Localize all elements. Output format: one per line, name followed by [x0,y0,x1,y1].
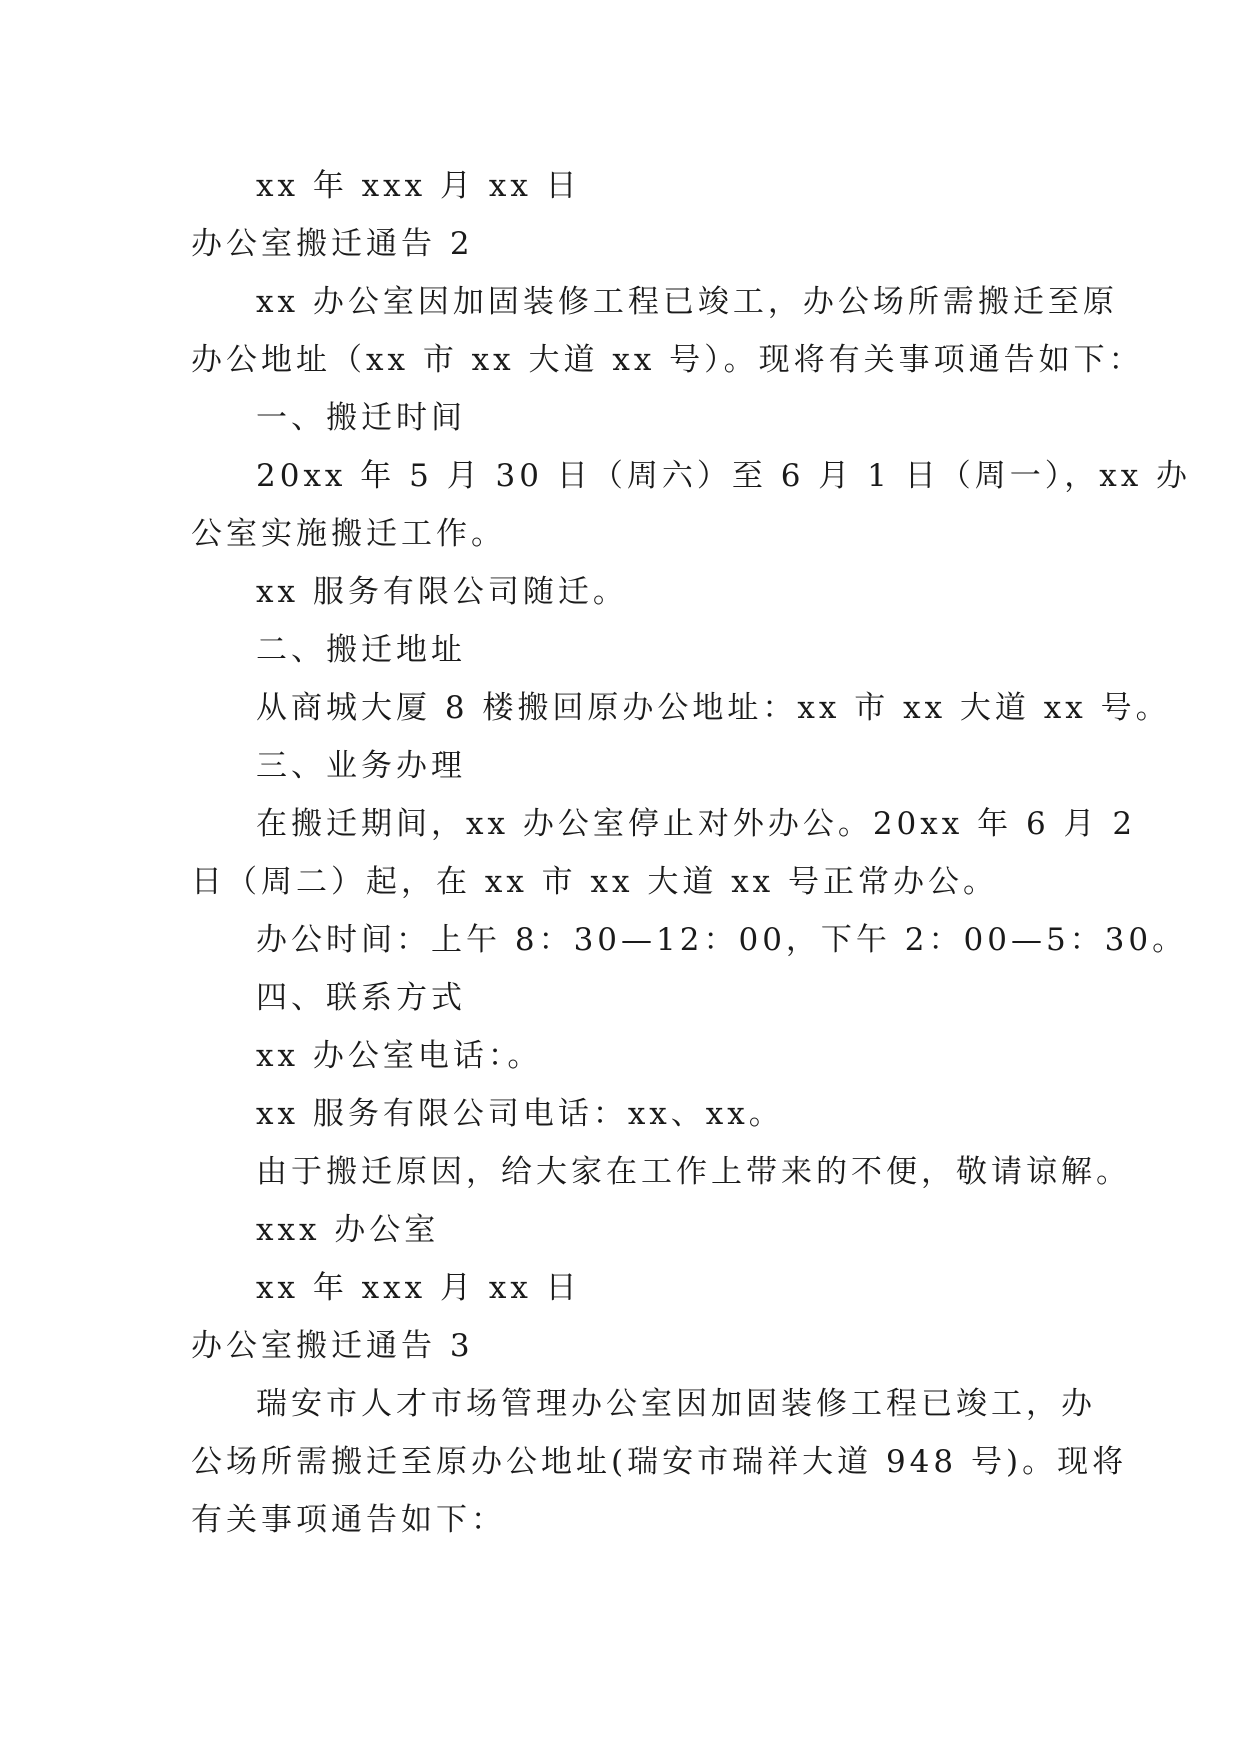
paragraph-line: xx 服务有限公司电话：xx、xx。 [256,1096,784,1132]
section-heading-time: 一、搬迁时间 [256,400,466,436]
paragraph-line: 瑞安市人才市场管理办公室因加固装修工程已竣工，办 [256,1386,1096,1422]
paragraph-line: 日（周二）起，在 xx 市 xx 大道 xx 号正常办公。 [191,864,999,900]
notice-title-3: 办公室搬迁通告 3 [191,1328,474,1364]
paragraph-line: 有关事项通告如下： [191,1502,506,1538]
section-heading-address: 二、搬迁地址 [256,632,466,668]
paragraph-line: 20xx 年 5 月 30 日（周六）至 6 月 1 日（周一），xx 办 [256,458,1192,494]
paragraph-line: 由于搬迁原因，给大家在工作上带来的不便，敬请谅解。 [256,1154,1131,1190]
date-line: xx 年 xxx 月 xx 日 [256,168,581,204]
date-line: xx 年 xxx 月 xx 日 [256,1270,581,1306]
signature-line: xxx 办公室 [256,1212,440,1248]
paragraph-line: 办公时间：上午 8：30—12：00，下午 2：00—5：30。 [256,922,1188,958]
section-heading-contact: 四、联系方式 [256,980,466,1016]
paragraph-line: 公场所需搬迁至原办公地址(瑞安市瑞祥大道 948 号)。现将 [191,1444,1128,1480]
paragraph-line: 公室实施搬迁工作。 [191,516,506,552]
paragraph-line: xx 服务有限公司随迁。 [256,574,628,610]
notice-title-2: 办公室搬迁通告 2 [191,226,474,262]
paragraph-line: 在搬迁期间，xx 办公室停止对外办公。20xx 年 6 月 2 [256,806,1137,842]
section-heading-business: 三、业务办理 [256,748,466,784]
paragraph-line: xx 办公室因加固装修工程已竣工，办公场所需搬迁至原 [256,284,1118,320]
paragraph-line: xx 办公室电话：。 [256,1038,543,1074]
paragraph-line: 办公地址（xx 市 xx 大道 xx 号）。现将有关事项通告如下： [191,342,1144,378]
paragraph-line: 从商城大厦 8 楼搬回原办公地址：xx 市 xx 大道 xx 号。 [256,690,1171,726]
